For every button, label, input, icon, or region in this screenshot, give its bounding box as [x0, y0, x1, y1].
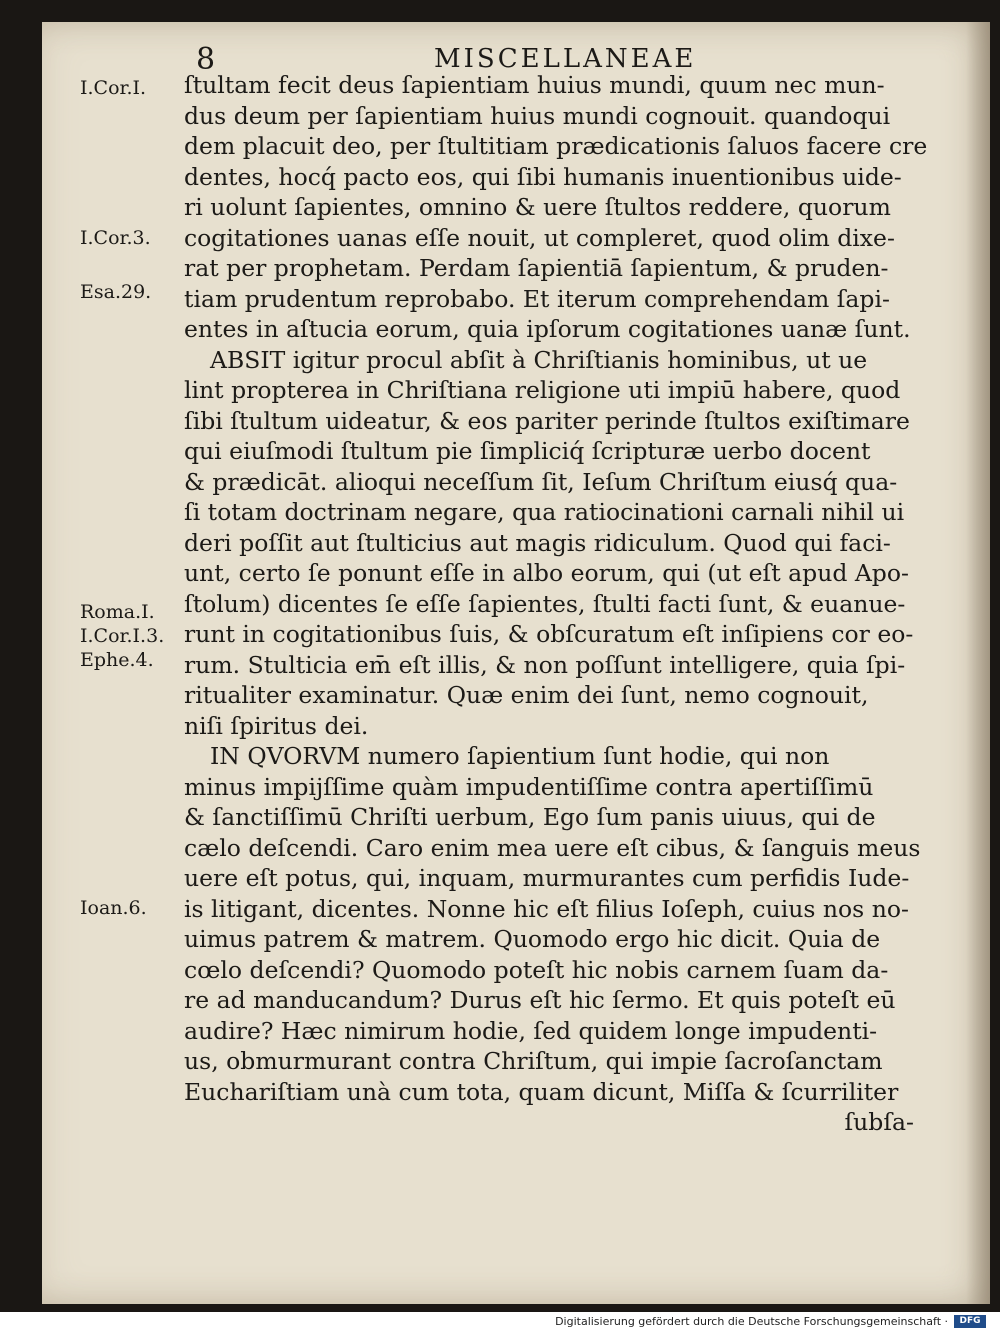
text-line: ſi totam doctrinam negare, qua ratiocinationi carnali nihil ui	[184, 498, 905, 526]
marginal-note: Esa.29.	[80, 281, 152, 303]
text-line: cogitationes uanas eſſe nouit, ut compleret, quod olim dixe-	[184, 223, 895, 252]
text-line: dentes, hocq́ pacto eos, qui ſibi humanis inuentionibus uide-	[184, 162, 902, 191]
marginal-note: Ephe.4.	[80, 649, 154, 671]
text-line: unt, certo ſe ponunt eſſe in albo eorum, qui (ut eſt apud Apo-	[184, 559, 909, 587]
text-line: entes in aſtucia eorum, quia ipſorum cogitationes uanæ ſunt.	[184, 315, 911, 343]
text-line: is litigant, dicentes. Nonne hic eſt filius Ioſeph, cuius nos no-	[184, 894, 909, 923]
paragraph-start-line: ABSIT igitur procul abſit à Chriſtianis hominibus, ut ue	[210, 345, 868, 374]
text-line: niſi ſpiritus dei.	[184, 711, 369, 740]
text-line: tiam prudentum reprobabo. Et iterum comprehendam ſapi-	[184, 284, 890, 313]
text-line: ritualiter examinatur. Quæ enim dei ſunt, nemo cognouit,	[184, 681, 869, 709]
text-line: uimus patrem & matrem. Quomodo ergo hic dicit. Quia de	[184, 925, 881, 953]
paragraph-start-line: IN QVORVM numero ſapientium ſunt hodie, qui non	[210, 742, 830, 770]
text-line: cœlo deſcendi? Quomodo poteſt hic nobis carnem ſuam da-	[184, 955, 889, 984]
text-line: ſtolum) dicentes ſe eſſe ſapientes, ſtulti facti ſunt, & euanue-	[184, 589, 906, 618]
text-line: dus deum per ſapientiam huius mundi cognouit. quandoqui	[184, 101, 891, 130]
text-line: minus impijſſime quàm impudentiſſime contra apertiſſimū	[184, 772, 874, 801]
text-line: ſibi ſtultum uideatur, & eos pariter perinde ſtultos exiſtimare	[184, 406, 910, 435]
catchword: ſubſa-	[844, 1108, 914, 1136]
text-line: rum. Stulticia em̄ eſt illis, & non poſſunt intelligere, quia ſpi-	[184, 650, 906, 679]
text-line: dem placuit deo, per ſtultitiam prædicationis ſaluos facere cre	[184, 132, 928, 160]
page-number: 8	[196, 42, 219, 77]
marginal-note: I.Cor.3.	[80, 227, 151, 249]
text-line: qui eiuſmodi ſtultum pie ſimpliciq́ ſcripturæ uerbo docent	[184, 437, 871, 465]
book-page	[42, 22, 990, 1304]
body-text	[184, 70, 974, 1138]
text-line: & prædicāt. alioqui neceſſum ſit, Ieſum Chriſtum eiusq́ qua-	[184, 467, 898, 496]
funding-notice: Digitalisierung gefördert durch die Deutsche Forschungsgemeinschaft ·	[555, 1315, 948, 1328]
text-line: deri poſſit aut ſtulticius aut magis ridiculum. Quod qui faci-	[184, 528, 891, 557]
text-line: re ad manducandum? Durus eſt hic ſermo. Et quis poteſt eū	[184, 986, 896, 1014]
text-line: Euchariſtiam unà cum tota, quam dicunt, Miſſa & ſcurriliter	[184, 1077, 899, 1106]
text-line: runt in cogitationibus ſuis, & obſcuratum eſt inſipiens cor eo-	[184, 620, 914, 648]
dfg-logo: DFG	[954, 1315, 986, 1328]
text-line: ſtultam fecit deus ſapientiam huius mundi, quum nec mun-	[184, 71, 885, 99]
text-line: us, obmurmurant contra Chriſtum, qui impie ſacroſanctam	[184, 1047, 883, 1075]
running-title: MISCELLANEAE	[434, 44, 697, 74]
text-line: rat per prophetam. Perdam ſapientiā ſapientum, & pruden-	[184, 254, 889, 282]
marginal-note: Roma.I.	[80, 601, 155, 623]
text-line: ri uolunt ſapientes, omnino & uere ſtultos reddere, quorum	[184, 193, 891, 221]
text-line: lint propterea in Chriſtiana religione uti impiū habere, quod	[184, 376, 901, 404]
text-line: & ſanctiſſimū Chriſti uerbum, Ego ſum panis uiuus, qui de	[184, 803, 876, 831]
digitization-footer	[0, 1312, 1000, 1331]
marginal-note: I.Cor.I.	[80, 77, 147, 99]
marginal-note: I.Cor.I.3.	[80, 625, 165, 647]
text-line: audire? Hæc nimirum hodie, ſed quidem longe impudenti-	[184, 1016, 878, 1045]
marginal-note: Ioan.6.	[80, 897, 147, 919]
text-line: uere eſt potus, qui, inquam, murmurantes cum perfidis Iude-	[184, 864, 910, 892]
text-line: cælo deſcendi. Caro enim mea uere eſt cibus, & ſanguis meus	[184, 833, 921, 862]
